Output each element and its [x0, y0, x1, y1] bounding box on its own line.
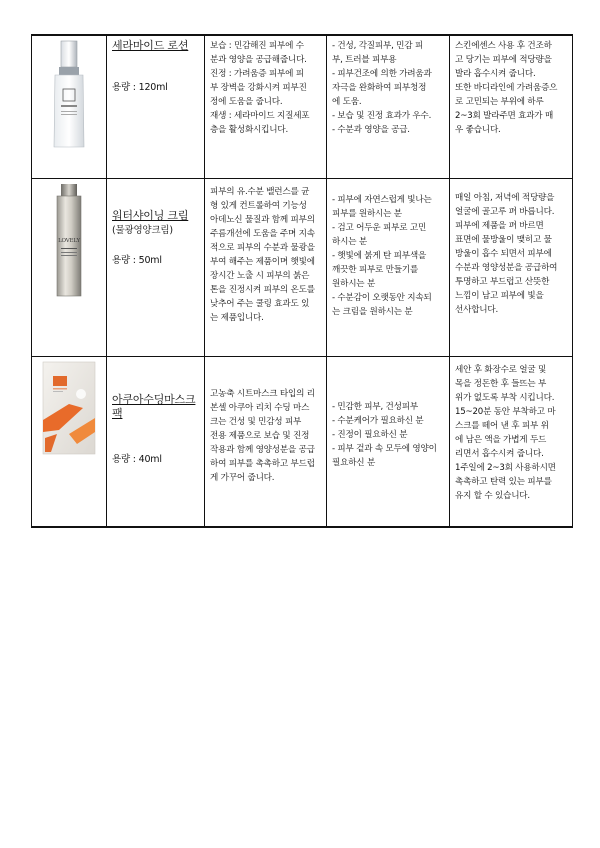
product-name: 세라마이드 로션: [112, 39, 189, 52]
text-line: - 피부건조에 의한 가려움과: [332, 69, 432, 79]
text-line: 발라 흡수시켜 줍니다.: [455, 69, 536, 79]
text-line: 주름개선에 도움을 주며 지속: [210, 228, 315, 239]
lotion-bottle-icon: [37, 39, 101, 151]
text-line: - 민감한 피부, 건성피부: [332, 401, 418, 412]
product-image-cell: [32, 178, 107, 356]
recommended-cell: [327, 178, 450, 356]
product-name: 워터샤이닝 크림: [112, 208, 189, 222]
text-line: 고 당기는 피부에 적당량을: [455, 55, 552, 65]
text-line: - 피부 겉과 속 모두에 영양이: [332, 443, 437, 454]
text-line: 느낌이 남고 피부에 빛을: [455, 290, 544, 301]
text-line: - 건성, 각질피부, 민감 피: [332, 41, 424, 51]
text-line: 본셀 아쿠아 리치 수딩 마스: [210, 402, 310, 413]
text-line: 표면에 물방울이 맺히고 물: [455, 234, 552, 245]
text-line: 보습 : 민감해진 피부에 수: [210, 41, 304, 51]
text-line: 피부를 원하시는 분: [332, 208, 402, 219]
text-line: 15~20분 동안 부착하고 마: [455, 406, 556, 417]
effects-cell: [205, 35, 327, 178]
text-line: 1주일에 2~3회 사용하시면: [455, 462, 556, 473]
text-line: - 수분과 영양을 공급.: [332, 125, 410, 135]
text-line: 층을 활성화시킵니다.: [210, 125, 288, 135]
effects-cell: [205, 356, 327, 527]
text-line: 우 좋습니다.: [455, 125, 501, 135]
text-line: - 검고 어두운 피부로 고민: [332, 222, 427, 233]
text-line: 하시는 분: [332, 236, 367, 247]
product-name-cell: [107, 356, 205, 527]
text-line: 톤을 진정시켜 피부의 온도를: [210, 284, 315, 295]
text-line: 세안 후 화장수로 얼굴 및: [455, 364, 547, 375]
text-line: 하여 피부를 촉촉하고 부드럽: [210, 458, 315, 469]
text-line: - 피부에 자연스럽게 빛나는: [332, 194, 432, 205]
text-line: - 수분케어가 필요하신 분: [332, 415, 424, 426]
product-subname: (물광영양크림): [112, 224, 173, 236]
text-line: 크는 건성 및 민감성 피부: [210, 416, 302, 427]
product-name: 아쿠아수딩마스크팩: [112, 392, 196, 420]
text-line: 얼굴에 골고루 펴 바릅니다.: [455, 206, 555, 217]
text-line: 진정 : 가려움증 피부에 피: [210, 69, 304, 79]
text-line: 전용 제품으로 보습 및 진정: [210, 430, 310, 441]
text-line: 부여 해주는 제품이며 햇빛에: [210, 256, 315, 267]
text-line: 촉촉하고 탄력 있는 피부를: [455, 476, 552, 487]
text-line: 정에 도움을 줍니다.: [210, 97, 283, 107]
text-line: 재생 : 세라마이드 지질세포: [210, 111, 310, 121]
text-line: 아데노신 물질과 함께 피부의: [210, 214, 315, 225]
text-line: - 보습 및 진정 효과가 우수.: [332, 111, 432, 121]
text-line: 원하시는 분: [332, 278, 376, 289]
table-row: [32, 356, 573, 527]
text-line: 방울이 흡수 되면서 피부에: [455, 248, 552, 259]
text-line: - 진정이 필요하신 분: [332, 429, 408, 440]
text-line: - 수분감이 오랫동안 지속되: [332, 292, 432, 303]
text-line: 게 가꾸어 줍니다.: [210, 472, 275, 483]
text-line: 작용과 함께 영양성분을 공급: [210, 444, 315, 455]
text-line: 장시간 노출 시 피부의 붉은: [210, 270, 310, 281]
text-line: 선사합니다.: [455, 304, 499, 315]
text-line: 분과 영양을 공급해줍니다.: [210, 55, 307, 65]
text-line: 리면서 흡수시켜 줍니다.: [455, 448, 544, 459]
mask-pack-icon: [37, 360, 101, 456]
text-line: 위가 없도록 부착 시킵니다.: [455, 392, 555, 403]
text-line: 피부의 유.수분 밸런스를 균: [210, 186, 310, 197]
text-line: 유지 할 수 있습니다.: [455, 490, 530, 501]
recommended-cell: [327, 356, 450, 527]
effects-cell: [205, 178, 327, 356]
text-line: 피부에 제품을 펴 바르면: [455, 220, 544, 231]
text-line: 는 제품입니다.: [210, 312, 264, 323]
brand-text: LOVELY: [58, 237, 80, 244]
text-line: 스킨에센스 사용 후 건조하: [455, 41, 552, 51]
usage-cell: [450, 35, 573, 178]
text-line: 목을 정돈한 후 들뜨는 부: [455, 378, 547, 389]
text-line: 매일 아침, 저녁에 적당량을: [455, 192, 555, 203]
product-volume: 용량 : 120ml: [112, 82, 168, 93]
text-line: 적으로 피부의 수분과 물광을: [210, 242, 315, 253]
product-image-cell: [32, 356, 107, 527]
text-line: 필요하신 분: [332, 457, 376, 468]
text-line: 부, 트러블 피부용: [332, 55, 397, 65]
usage-cell: [450, 356, 573, 527]
usage-cell: [450, 178, 573, 356]
product-image-cell: [32, 35, 107, 178]
text-line: - 햇빛에 붉게 탄 피부색을: [332, 250, 427, 261]
recommended-cell: [327, 35, 450, 178]
text-line: 낮추어 주는 쿨링 효과도 있: [210, 298, 310, 309]
text-line: 형 있게 컨트롤하여 기능성: [210, 200, 307, 211]
text-line: 에 남은 액을 가볍게 두드: [455, 434, 547, 445]
text-line: 또한 바디라인에 가려움증으: [455, 83, 558, 93]
product-table: [31, 34, 573, 528]
text-line: 깨끗한 피부로 만들기를: [332, 264, 419, 275]
table-row: [32, 35, 573, 178]
table-row: [32, 178, 573, 356]
text-line: 자극을 완화하여 피부청정: [332, 83, 427, 93]
product-volume: 용량 : 40ml: [112, 453, 162, 465]
cream-tube-icon: [37, 182, 101, 300]
product-name-cell: [107, 35, 205, 178]
text-line: 수분과 영양성분을 공급하여: [455, 262, 558, 273]
product-name-cell: [107, 178, 205, 356]
text-line: 2~3회 발라주면 효과가 매: [455, 111, 554, 121]
text-line: 로 고민되는 부위에 하루: [455, 97, 544, 107]
text-line: 고농축 시트마스크 타입의 리: [210, 388, 315, 399]
product-volume: 용량 : 50ml: [112, 254, 162, 266]
text-line: 는 크림을 원하시는 분: [332, 306, 413, 317]
text-line: 부 장벽을 강화시켜 피부진: [210, 83, 307, 93]
text-line: 스크를 떼어 낸 후 피부 위: [455, 420, 549, 431]
text-line: 투명하고 부드럽고 산뜻한: [455, 276, 550, 287]
text-line: 에 도움.: [332, 97, 362, 107]
